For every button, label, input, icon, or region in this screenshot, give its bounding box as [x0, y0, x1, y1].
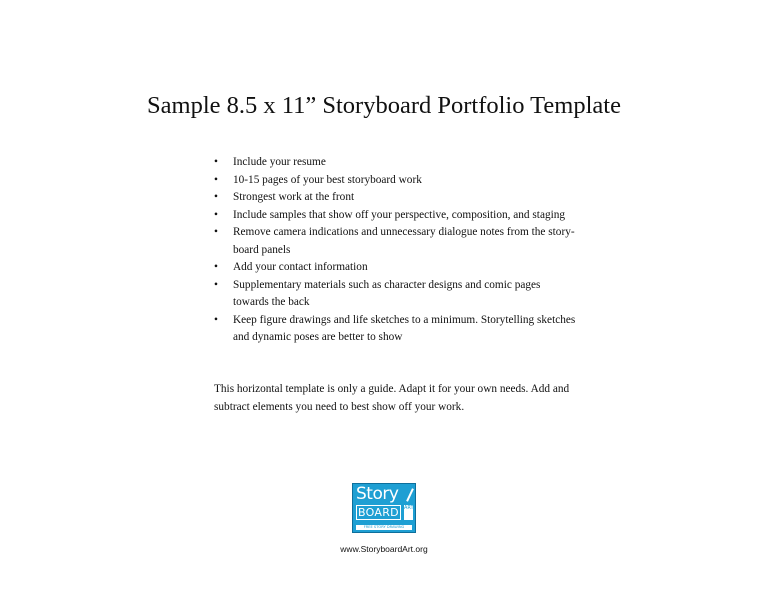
list-item: [214, 189, 614, 207]
bullet-icon: •: [214, 261, 218, 273]
bullet-icon: •: [214, 173, 218, 186]
list-item-text: Add your contact information: [233, 261, 368, 273]
list-item-text: Keep figure drawings and life sketches to a minimum. Storytelling sketches: [233, 313, 576, 326]
note-line: This horizontal template is only a guide. Adapt it for your own needs. Add and: [214, 383, 570, 395]
list-item-text: Include samples that show off your perspective, composition, and staging: [233, 208, 566, 221]
list-item: [214, 277, 614, 312]
bullet-icon: •: [214, 208, 218, 221]
bullet-icon: •: [214, 313, 218, 326]
bullet-icon: •: [214, 226, 218, 238]
bullet-icon: •: [214, 278, 218, 291]
logo-tagline: FREE STORY DRAWING: [356, 525, 412, 530]
list-item-text: Supplementary materials such as character designs and comic pages: [233, 278, 541, 291]
storyboard-art-logo: [352, 483, 416, 533]
list-item-text: Include your resume: [233, 156, 326, 168]
website-url: www.StoryboardArt.org: [340, 544, 428, 554]
tips-list: [214, 154, 614, 347]
list-item-text: Strongest work at the front: [233, 191, 355, 203]
logo-story-text: Story: [356, 484, 399, 504]
list-item-text-continued: board panels: [233, 243, 291, 256]
page-title: Sample 8.5 x 11” Storyboard Portfolio Template: [147, 92, 621, 119]
list-item: [214, 224, 614, 259]
pencil-icon: [406, 488, 414, 502]
list-item-text: 10-15 pages of your best storyboard work: [233, 173, 422, 186]
list-item: [214, 172, 614, 190]
bullet-icon: •: [214, 156, 218, 168]
list-item-text: Remove camera indications and unnecessary dialogue notes from the story-: [233, 226, 575, 238]
list-item-text-continued: towards the back: [233, 296, 310, 308]
bullet-icon: •: [214, 191, 218, 203]
logo-badge: ART: [404, 505, 413, 520]
note-line: subtract elements you need to best show off your work.: [214, 401, 465, 413]
logo-board-text: BOARD: [358, 506, 399, 519]
list-item: [214, 259, 614, 277]
list-item: [214, 154, 614, 172]
list-item: [214, 207, 614, 225]
list-item-text-continued: and dynamic poses are better to show: [233, 331, 403, 343]
template-note: [214, 380, 614, 416]
list-item: [214, 312, 614, 347]
